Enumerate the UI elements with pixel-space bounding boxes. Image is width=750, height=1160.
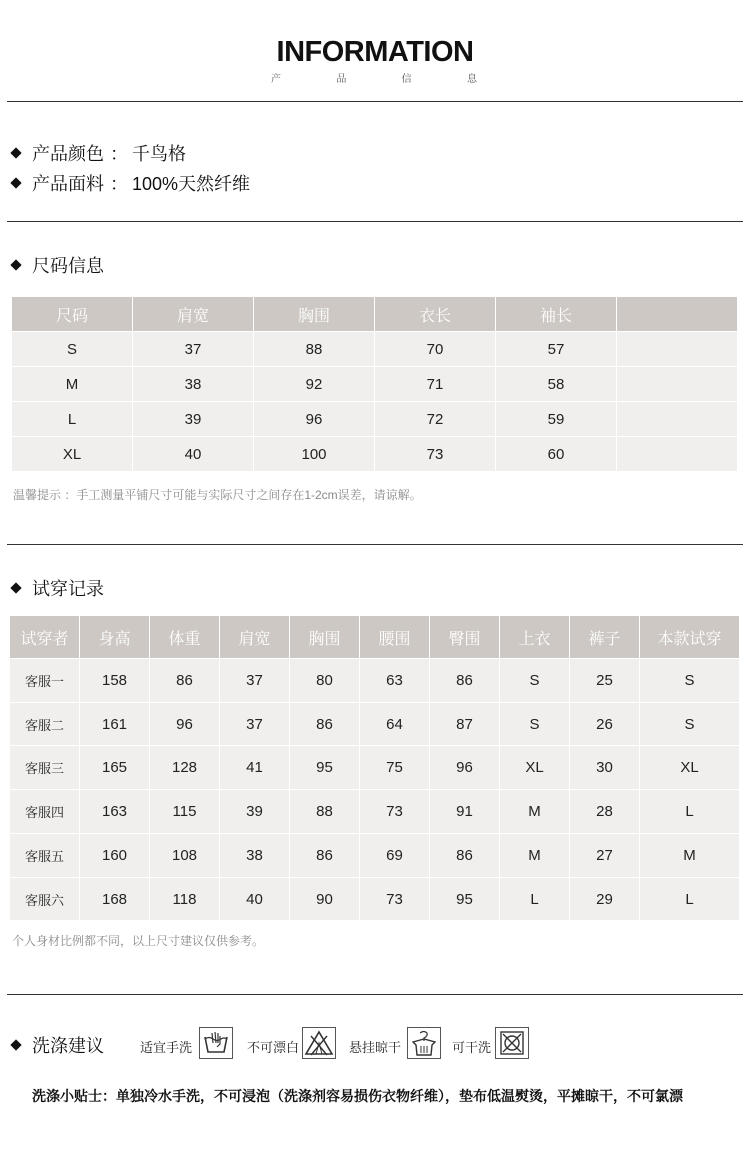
table-row — [12, 367, 738, 402]
table-cell: 86 — [430, 834, 500, 878]
table-cell: 108 — [150, 834, 220, 878]
table-cell: 75 — [360, 746, 430, 790]
table-header-cell: 胸围 — [254, 297, 375, 332]
table-cell: 26 — [570, 703, 640, 746]
diamond-bullet-icon — [10, 147, 21, 158]
table-cell: 38 — [220, 834, 290, 878]
table-cell: 115 — [150, 790, 220, 834]
table-cell: 57 — [496, 332, 617, 367]
table-cell: L — [500, 878, 570, 921]
table-cell: 40 — [220, 878, 290, 921]
table-cell: 86 — [150, 659, 220, 703]
care-label-no-bleach: 不可漂白 — [247, 1040, 300, 1055]
subtitle-char: 息 — [466, 74, 477, 85]
page-subtitle — [271, 70, 477, 85]
table-cell: 95 — [430, 878, 500, 921]
table-row — [10, 659, 740, 703]
table-cell: 客服一 — [10, 659, 80, 703]
washing-tips — [32, 1086, 683, 1106]
table-cell: 86 — [430, 659, 500, 703]
table-cell: S — [12, 332, 133, 367]
table-cell: 96 — [254, 402, 375, 437]
table-cell: 118 — [150, 878, 220, 921]
no-dry-clean-icon — [495, 1027, 529, 1059]
diamond-bullet-icon — [10, 259, 21, 270]
table-cell: 87 — [430, 703, 500, 746]
table-header-cell: 尺码 — [12, 297, 133, 332]
table-cell: 58 — [496, 367, 617, 402]
table-cell: 37 — [220, 703, 290, 746]
table-cell: 39 — [220, 790, 290, 834]
subtitle-char: 产 — [271, 74, 281, 85]
table-cell: 73 — [375, 437, 496, 472]
table-header-cell: 体重 — [150, 616, 220, 659]
table-cell: 73 — [360, 878, 430, 921]
table-row — [12, 402, 738, 437]
table-header-cell: 胸围 — [290, 616, 360, 659]
table-cell: S — [500, 659, 570, 703]
table-cell: 100 — [254, 437, 375, 472]
table-cell: L — [640, 790, 740, 834]
diamond-bullet-icon — [10, 1039, 21, 1050]
table-cell: 86 — [290, 834, 360, 878]
table-cell — [617, 367, 738, 402]
table-cell: 客服三 — [10, 746, 80, 790]
table-cell: 90 — [290, 878, 360, 921]
diamond-bullet-icon — [10, 177, 21, 188]
table-header-cell: 本款试穿 — [640, 616, 740, 659]
separator: ： — [110, 174, 128, 194]
table-cell: XL — [640, 746, 740, 790]
care-label-hang-dry: 悬挂晾干 — [349, 1040, 402, 1055]
fitting-note: 个人身材比例都不同，以上尺寸建议仅供参考。 — [12, 934, 265, 948]
table-cell: 27 — [570, 834, 640, 878]
table-cell: 25 — [570, 659, 640, 703]
size-info-heading — [10, 252, 104, 278]
page-title: INFORMATION — [276, 36, 474, 68]
product-color-value: 千鸟格 — [132, 144, 186, 164]
table-header-cell: 试穿者 — [10, 616, 80, 659]
table-cell: L — [640, 878, 740, 921]
table-cell — [617, 402, 738, 437]
table-cell: M — [640, 834, 740, 878]
table-cell: 80 — [290, 659, 360, 703]
table-cell: M — [12, 367, 133, 402]
care-label-dry-clean: 可干洗 — [452, 1040, 492, 1055]
table-cell: 88 — [254, 332, 375, 367]
table-cell: 91 — [430, 790, 500, 834]
table-cell: 92 — [254, 367, 375, 402]
table-header-cell: 肩宽 — [133, 297, 254, 332]
diamond-bullet-icon — [10, 582, 21, 593]
table-cell: 88 — [290, 790, 360, 834]
table-cell — [617, 437, 738, 472]
table-row — [10, 703, 740, 746]
table-cell: 168 — [80, 878, 150, 921]
product-fabric-line — [10, 170, 250, 196]
divider — [7, 221, 743, 222]
table-cell: L — [12, 402, 133, 437]
washing-tips-label: 洗涤小贴士： — [32, 1088, 116, 1104]
table-cell: M — [500, 834, 570, 878]
table-cell — [617, 332, 738, 367]
table-cell: 158 — [80, 659, 150, 703]
table-cell: 95 — [290, 746, 360, 790]
table-header-cell: 衣长 — [375, 297, 496, 332]
size-info-title: 尺码信息 — [32, 256, 104, 276]
table-header-cell: 臀围 — [430, 616, 500, 659]
table-cell: 96 — [430, 746, 500, 790]
table-cell: 41 — [220, 746, 290, 790]
separator: ： — [110, 144, 128, 164]
table-cell: 163 — [80, 790, 150, 834]
table-cell: 39 — [133, 402, 254, 437]
table-cell: S — [640, 659, 740, 703]
table-cell: 63 — [360, 659, 430, 703]
table-cell: 28 — [570, 790, 640, 834]
table-cell: 73 — [360, 790, 430, 834]
table-cell: M — [500, 790, 570, 834]
table-cell: 69 — [360, 834, 430, 878]
product-color-line — [10, 140, 186, 166]
table-cell: 161 — [80, 703, 150, 746]
table-cell: 37 — [133, 332, 254, 367]
washing-heading — [10, 1032, 104, 1058]
product-fabric-value: 100%天然纤维 — [132, 174, 251, 194]
table-cell: 38 — [133, 367, 254, 402]
divider — [7, 994, 743, 995]
no-bleach-icon — [302, 1027, 336, 1059]
table-cell: 160 — [80, 834, 150, 878]
subtitle-char: 信 — [401, 74, 412, 85]
table-header-cell — [617, 297, 738, 332]
table-row — [10, 878, 740, 921]
fitting-heading — [10, 575, 104, 601]
washing-title: 洗涤建议 — [32, 1036, 104, 1056]
fitting-table — [10, 616, 740, 921]
divider — [7, 544, 743, 545]
table-header-cell: 上衣 — [500, 616, 570, 659]
table-cell: 29 — [570, 878, 640, 921]
hand-wash-icon — [199, 1027, 233, 1059]
table-cell: 60 — [496, 437, 617, 472]
table-header-cell: 腰围 — [360, 616, 430, 659]
table-row — [10, 834, 740, 878]
table-cell: S — [640, 703, 740, 746]
hang-dry-icon — [407, 1027, 441, 1059]
washing-tips-text: 单独冷水手洗，不可浸泡（洗涤剂容易损伤衣物纤维），垫布低温熨烫，平摊晾干，不可氯漂 — [116, 1088, 683, 1104]
table-header-cell: 肩宽 — [220, 616, 290, 659]
table-header-cell: 裤子 — [570, 616, 640, 659]
product-fabric-label: 产品面料 — [32, 174, 104, 194]
table-cell: 165 — [80, 746, 150, 790]
table-cell: 96 — [150, 703, 220, 746]
fitting-title: 试穿记录 — [32, 579, 104, 599]
care-label-hand-wash: 适宜手洗 — [140, 1040, 193, 1055]
product-color-label: 产品颜色 — [32, 144, 104, 164]
table-cell: 客服四 — [10, 790, 80, 834]
table-cell: S — [500, 703, 570, 746]
table-cell: 59 — [496, 402, 617, 437]
table-cell: 72 — [375, 402, 496, 437]
table-cell: 71 — [375, 367, 496, 402]
table-row — [12, 437, 738, 472]
table-header-cell: 袖长 — [496, 297, 617, 332]
table-cell: 客服二 — [10, 703, 80, 746]
table-header-row — [12, 297, 738, 332]
size-note: 温馨提示 ：手工测量平铺尺寸可能与实际尺寸之间存在1-2cm误差，请谅解。 — [13, 488, 422, 502]
table-cell: 37 — [220, 659, 290, 703]
table-row — [12, 332, 738, 367]
table-header-row — [10, 616, 740, 659]
table-cell: 30 — [570, 746, 640, 790]
table-row — [10, 746, 740, 790]
table-cell: 客服六 — [10, 878, 80, 921]
table-cell: 70 — [375, 332, 496, 367]
table-cell: 64 — [360, 703, 430, 746]
table-row — [10, 790, 740, 834]
table-cell: 40 — [133, 437, 254, 472]
table-cell: 客服五 — [10, 834, 80, 878]
table-header-cell: 身高 — [80, 616, 150, 659]
table-cell: 128 — [150, 746, 220, 790]
table-cell: XL — [12, 437, 133, 472]
subtitle-char: 品 — [336, 74, 347, 85]
table-cell: XL — [500, 746, 570, 790]
table-cell: 86 — [290, 703, 360, 746]
divider — [7, 101, 743, 102]
size-table — [12, 297, 738, 472]
